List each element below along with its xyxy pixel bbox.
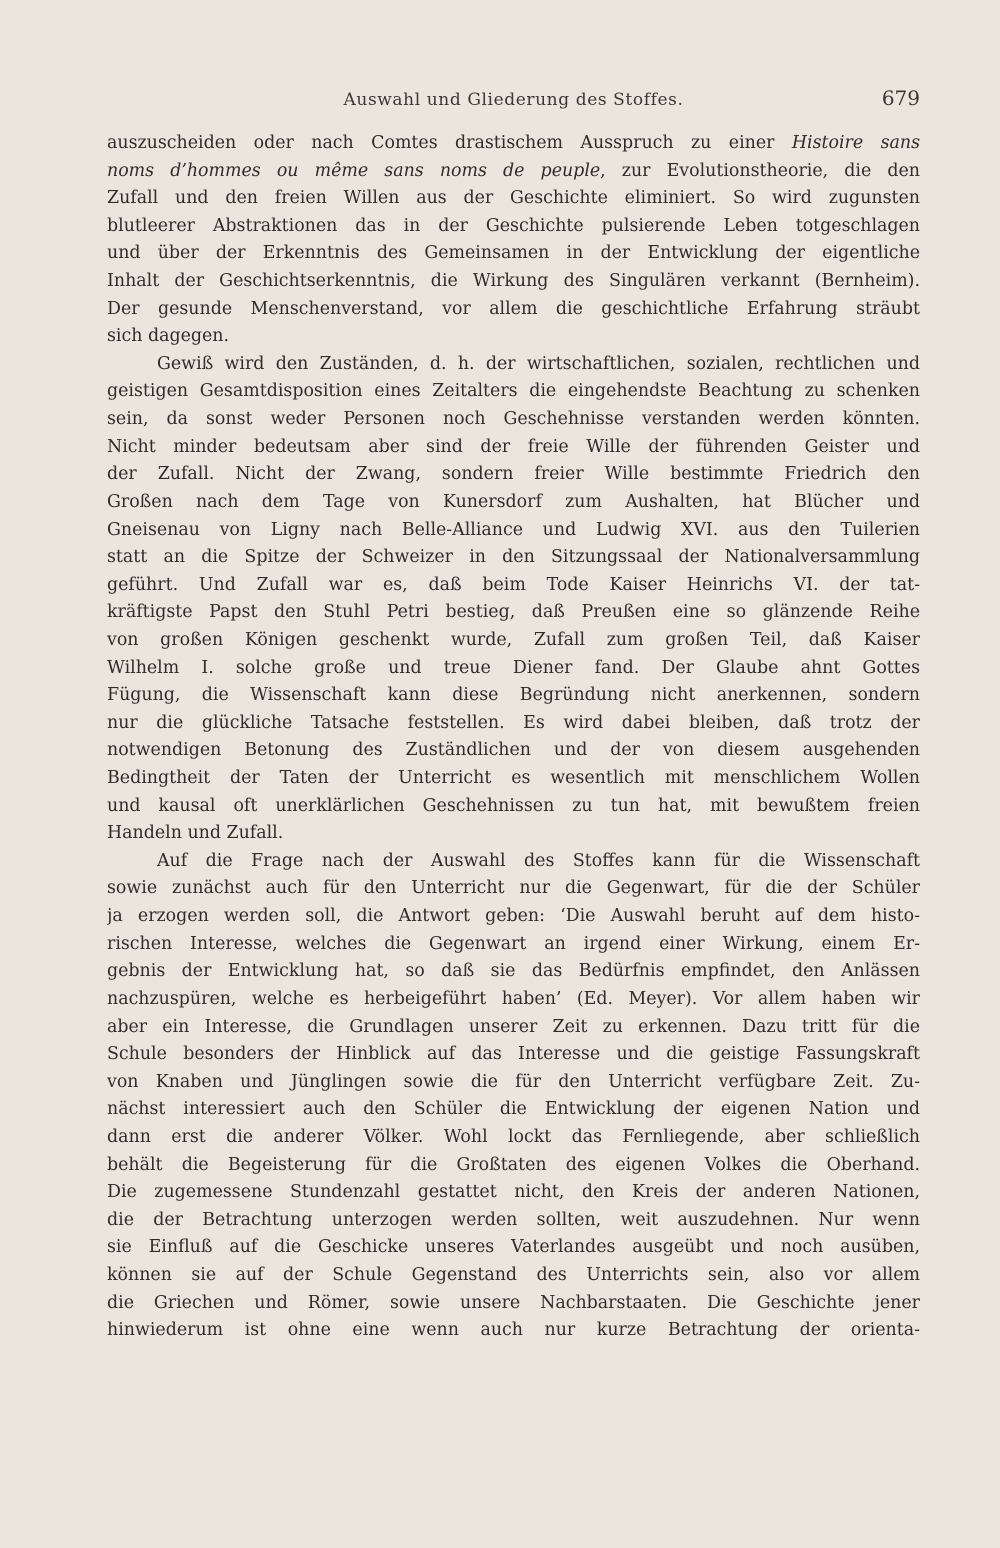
line-text: von großen Königen geschenkt wurde, Zufall zum großen Teil, daß Kaiser <box>107 629 920 650</box>
text-line <box>107 1014 920 1042</box>
line-text: nur die glückliche Tatsache feststellen. Es wird dabei bleiben, daß trotz der <box>107 712 920 733</box>
line-text: dann erst die anderer Völker. Wohl lockt das Fernliegende, aber schließlich <box>107 1126 920 1147</box>
line-text: von Knaben und Jünglingen sowie die für den Unterricht verfügbare Zeit. Zu- <box>107 1071 920 1092</box>
line-text: können sie auf der Schule Gegenstand des Unterrichts sein, also vor allem <box>107 1264 920 1285</box>
text-line <box>107 158 920 186</box>
text-line <box>107 517 920 545</box>
text-line <box>107 1179 920 1207</box>
line-text: Gneisenau von Ligny nach Belle-Alliance und Ludwig XVI. aus den Tuilerien <box>107 519 920 540</box>
line-text: behält die Begeisterung für die Großtaten des eigenen Volkes die Oberhand. <box>107 1154 920 1175</box>
text-line <box>107 1124 920 1152</box>
running-head <box>107 86 920 116</box>
text-line <box>107 848 920 876</box>
line-text: sowie zunächst auch für den Unterricht nur die Gegenwart, für die der Schüler <box>107 878 920 899</box>
text-line <box>107 378 920 406</box>
line-text: aber ein Interesse, die Grundlagen unserer Zeit zu erkennen. Dazu tritt für die <box>107 1016 920 1037</box>
text-line <box>107 710 920 738</box>
line-text: nachzuspüren, welche es herbeigeführt haben’ (Ed. Meyer). Vor allem haben wir <box>107 988 920 1009</box>
line-text: sie Einfluß auf die Geschicke unseres Vaterlandes ausgeübt und noch ausüben, <box>107 1237 920 1258</box>
line-text: gebnis der Entwicklung hat, so daß sie das Bedürfnis empfindet, den Anlässen <box>107 961 920 982</box>
line-text: Nicht minder bedeutsam aber sind der freie Wille der führenden Geister und <box>107 436 920 457</box>
text-line <box>107 323 920 351</box>
text-line <box>107 572 920 600</box>
text-line <box>107 406 920 434</box>
text-line <box>107 351 920 379</box>
line-text: auszuscheiden oder nach Comtes drastischem Ausspruch zu einer <box>107 133 792 153</box>
line-text: Fügung, die Wissenschaft kann diese Begründung nicht anerkennen, sondern <box>107 685 920 706</box>
text-line <box>107 1234 920 1262</box>
text-line <box>107 1207 920 1235</box>
text-line <box>107 903 920 931</box>
text-line <box>107 793 920 821</box>
running-head-title: Auswahl und Gliederung des Stoffes. <box>343 90 684 110</box>
text-line <box>107 655 920 683</box>
line-text: Handeln und Zufall. <box>107 823 284 844</box>
page-number: 679 <box>881 86 920 110</box>
line-text: kräftigste Papst den Stuhl Petri bestieg, daß Preußen eine so glänzende Reihe <box>107 602 920 623</box>
line-text: die der Betrachtung unterzogen werden sollten, weit auszudehnen. Nur wenn <box>107 1209 920 1230</box>
text-line <box>107 986 920 1014</box>
text-line <box>107 213 920 241</box>
line-text: Bedingtheit der Taten der Unterricht es wesentlich mit menschlichem Wollen <box>107 768 920 789</box>
text-line <box>107 434 920 462</box>
line-text: nächst interessiert auch den Schüler die Entwicklung der eigenen Nation und <box>107 1099 920 1120</box>
text-line <box>107 627 920 655</box>
line-text: ja erzogen werden soll, die Antwort geben: ‘Die Auswahl beruht auf dem histo- <box>107 906 920 927</box>
line-text: statt an die Spitze der Schweizer in den Sitzungssaal der Nationalversammlung <box>107 547 920 568</box>
text-line <box>107 544 920 572</box>
line-text: der Zufall. Nicht der Zwang, sondern freier Wille bestimmte Friedrich den <box>107 464 920 485</box>
text-line <box>107 1262 920 1290</box>
italic-text: noms d’hommes ou même sans noms de peuple <box>107 160 601 181</box>
line-text: sich dagegen. <box>107 326 230 347</box>
text-line <box>107 1317 920 1345</box>
text-line <box>107 1069 920 1097</box>
line-text: Die zugemessene Stundenzahl gestattet nicht, den Kreis der anderen Nationen, <box>107 1182 920 1203</box>
line-text: notwendigen Betonung des Zuständlichen und der von diesem ausgehenden <box>107 740 920 761</box>
text-line <box>107 130 920 158</box>
line-text: rischen Interesse, welches die Gegenwart an irgend einer Wirkung, einem Er- <box>107 933 920 954</box>
line-text: Wilhelm I. solche große und treue Diener fand. Der Glaube ahnt Gottes <box>107 657 920 678</box>
line-text: hinwiederum ist ohne eine wenn auch nur kurze Betrachtung der orienta- <box>107 1320 920 1341</box>
line-text: Der gesunde Menschenverstand, vor allem die geschichtliche Erfahrung sträubt <box>107 298 920 319</box>
text-line <box>107 185 920 213</box>
text-line <box>107 489 920 517</box>
line-text: sein, da sonst weder Personen noch Geschehnisse verstanden werden könnten. <box>107 409 920 430</box>
line-text: Inhalt der Geschichtserkenntnis, die Wirkung des Singulären verkannt (Bernheim). <box>107 271 920 292</box>
text-line <box>107 1290 920 1318</box>
line-text: geführt. Und Zufall war es, daß beim Tode Kaiser Heinrichs VI. der tat- <box>107 574 920 595</box>
line-text: und kausal oft unerklärlichen Geschehnissen zu tun hat, mit bewußtem freien <box>107 795 920 816</box>
text-line <box>107 820 920 848</box>
text-line <box>107 240 920 268</box>
line-text: und über der Erkenntnis des Gemeinsamen in der Entwicklung der eigentliche <box>107 243 920 264</box>
line-text: blutleerer Abstraktionen das in der Geschichte pulsierende Leben totgeschlagen <box>107 215 920 236</box>
text-line <box>107 737 920 765</box>
line-text: Großen nach dem Tage von Kunersdorf zum Aushalten, hat Blücher und <box>107 491 920 512</box>
text-line <box>107 296 920 324</box>
text-line <box>107 1096 920 1124</box>
line-text: die Griechen und Römer, sowie unsere Nachbarstaaten. Die Geschichte jener <box>107 1292 920 1313</box>
text-line <box>107 599 920 627</box>
text-line <box>107 931 920 959</box>
body-text <box>107 130 920 1345</box>
text-line <box>107 958 920 986</box>
text-line <box>107 268 920 296</box>
line-text: Zufall und den freien Willen aus der Geschichte eliminiert. So wird zugunsten <box>107 188 920 209</box>
line-text: , zur Evolutionstheorie, die den <box>600 160 920 181</box>
text-line <box>107 1152 920 1180</box>
text-line <box>107 875 920 903</box>
line-text: geistigen Gesamtdisposition eines Zeitalters die eingehendste Beachtung zu schenken <box>107 381 920 402</box>
text-line <box>107 1041 920 1069</box>
text-line <box>107 765 920 793</box>
line-text: Gewiß wird den Zuständen, d. h. der wirtschaftlichen, sozialen, rechtlichen und <box>157 353 920 374</box>
line-text: Auf die Frage nach der Auswahl des Stoffes kann für die Wissenschaft <box>157 850 920 871</box>
italic-text: Histoire sans <box>791 133 920 153</box>
text-line <box>107 461 920 489</box>
text-line <box>107 682 920 710</box>
line-text: Schule besonders der Hinblick auf das Interesse und die geistige Fassungskraft <box>107 1044 920 1065</box>
